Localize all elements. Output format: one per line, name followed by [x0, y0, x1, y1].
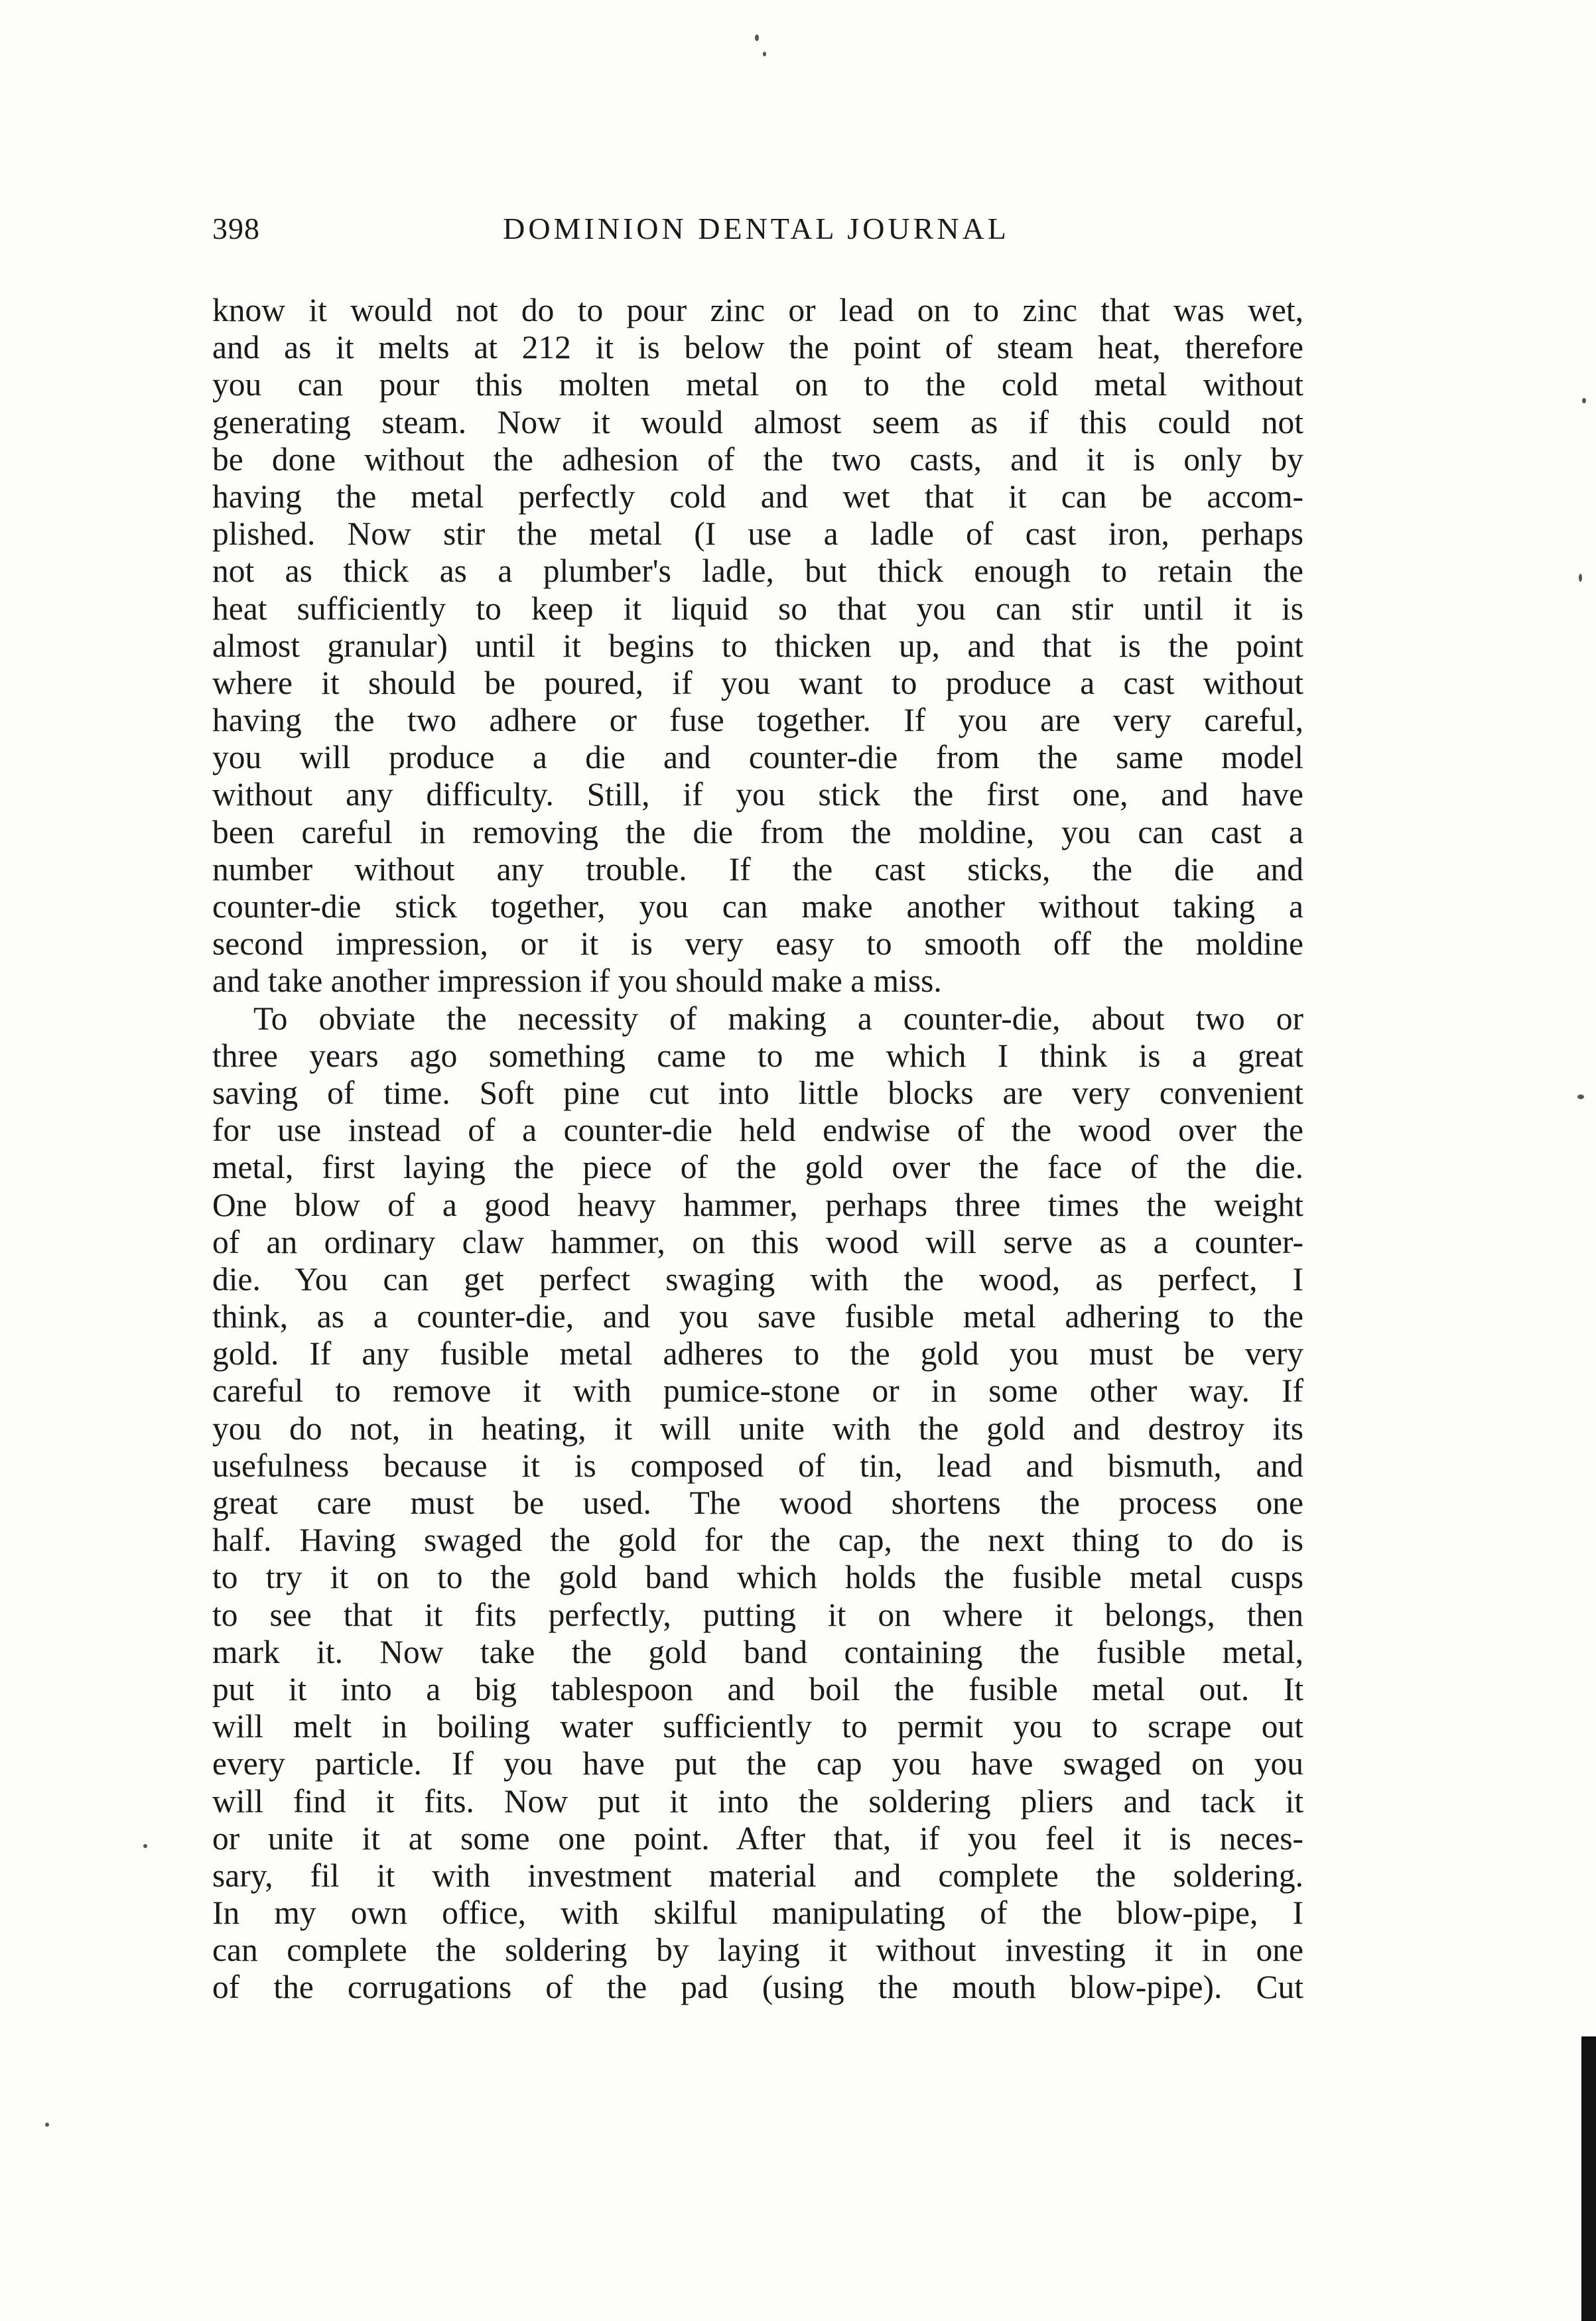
body-text — [212, 292, 1303, 2007]
scan-speck — [1579, 574, 1582, 582]
scan-edge-shadow — [1581, 2036, 1596, 2321]
text-line: die. You can get perfect swaging with the wood, as perfect, I — [212, 1260, 1303, 1297]
text-line: every particle. If you have put the cap you have swaged on you — [212, 1745, 1303, 1782]
text-line: put it into a big tablespoon and boil the fusible metal out. It — [212, 1670, 1303, 1707]
text-line: three years ago something came to me which I think is a great — [212, 1037, 1303, 1074]
text-line: almost granular) until it begins to thicken up, and that is the point — [212, 627, 1303, 664]
text-line: heat sufficiently to keep it liquid so that you can stir until it is — [212, 590, 1303, 627]
text-line: without any difficulty. Still, if you stick the first one, and have — [212, 776, 1303, 813]
page-number: 398 — [212, 212, 260, 245]
text-line: be done without the adhesion of the two casts, and it is only by — [212, 440, 1303, 478]
text-line: metal, first laying the piece of the gold over the face of the die. — [212, 1149, 1303, 1186]
text-line: plished. Now stir the metal (I use a ladle of cast iron, perhaps — [212, 515, 1303, 553]
page-header — [212, 211, 1300, 259]
scan-speck — [763, 52, 766, 56]
text-line: you do not, in heating, it will unite with the gold and destroy its — [212, 1410, 1303, 1447]
text-line: you will produce a die and counter-die from the same model — [212, 739, 1303, 776]
text-line: of the corrugations of the pad (using the mouth blow-pipe). Cut — [212, 1969, 1303, 2006]
text-line: sary, fil it with investment material and complete the soldering. — [212, 1857, 1303, 1894]
text-line: saving of time. Soft pine cut into little blocks are very convenient — [212, 1074, 1303, 1111]
text-line: think, as a counter-die, and you save fusible metal adhering to the — [212, 1298, 1303, 1335]
text-line: One blow of a good heavy hammer, perhaps three times the weight — [212, 1186, 1303, 1223]
text-line: and as it melts at 212 it is below the point of steam heat, therefore — [212, 329, 1303, 366]
paragraph-end-line: and take another impression if you should make a miss. — [212, 962, 942, 1000]
text-line: of an ordinary claw hammer, on this wood will serve as a counter- — [212, 1223, 1303, 1260]
running-head: DOMINION DENTAL JOURNAL — [503, 212, 1010, 245]
text-line: second impression, or it is very easy to smooth off the moldine — [212, 925, 1303, 962]
scan-speck — [755, 34, 759, 41]
text-line: will find it fits. Now put it into the soldering pliers and tack it — [212, 1782, 1303, 1820]
paragraph-start-line: To obviate the necessity of making a counter-die, about two or — [253, 1000, 1303, 1037]
scan-speck — [143, 1844, 147, 1848]
text-line: where it should be poured, if you want to produce a cast without — [212, 664, 1303, 701]
scan-speck — [45, 2123, 49, 2127]
text-line: In my own office, with skilful manipulating of the blow-pipe, I — [212, 1894, 1303, 1932]
text-line: generating steam. Now it would almost seem as if this could not — [212, 403, 1303, 440]
text-line: having the metal perfectly cold and wet that it can be accom- — [212, 478, 1303, 515]
text-line: not as thick as a plumber's ladle, but thick enough to retain the — [212, 553, 1303, 590]
text-line: been careful in removing the die from the moldine, you can cast a — [212, 813, 1303, 850]
text-line: know it would not do to pour zinc or lead on to zinc that was wet, — [212, 292, 1303, 328]
text-line: can complete the soldering by laying it without investing it in one — [212, 1932, 1303, 1969]
scan-speck — [1582, 398, 1586, 403]
text-line: or unite it at some one point. After that, if you feel it is neces- — [212, 1820, 1303, 1857]
text-line: usefulness because it is composed of tin, lead and bismuth, and — [212, 1447, 1303, 1484]
text-line: great care must be used. The wood shortens the process one — [212, 1485, 1303, 1521]
text-line: gold. If any fusible metal adheres to the gold you must be very — [212, 1335, 1303, 1372]
text-line: for use instead of a counter-die held endwise of the wood over the — [212, 1112, 1303, 1149]
scan-speck — [1577, 1094, 1584, 1099]
text-line: careful to remove it with pumice-stone or in some other way. If — [212, 1372, 1303, 1410]
text-line: you can pour this molten metal on to the cold metal without — [212, 366, 1303, 403]
text-line: will melt in boiling water sufficiently to permit you to scrape out — [212, 1708, 1303, 1745]
text-line: having the two adhere or fuse together. If you are very careful, — [212, 702, 1303, 739]
text-line: number without any trouble. If the cast sticks, the die and — [212, 850, 1303, 888]
text-line: counter-die stick together, you can make another without taking a — [212, 888, 1303, 925]
text-line: half. Having swaged the gold for the cap, the next thing to do is — [212, 1522, 1303, 1559]
text-line: mark it. Now take the gold band containing the fusible metal, — [212, 1633, 1303, 1670]
text-line: to try it on to the gold band which holds the fusible metal cusps — [212, 1559, 1303, 1596]
text-line: to see that it fits perfectly, putting it on where it belongs, then — [212, 1596, 1303, 1633]
